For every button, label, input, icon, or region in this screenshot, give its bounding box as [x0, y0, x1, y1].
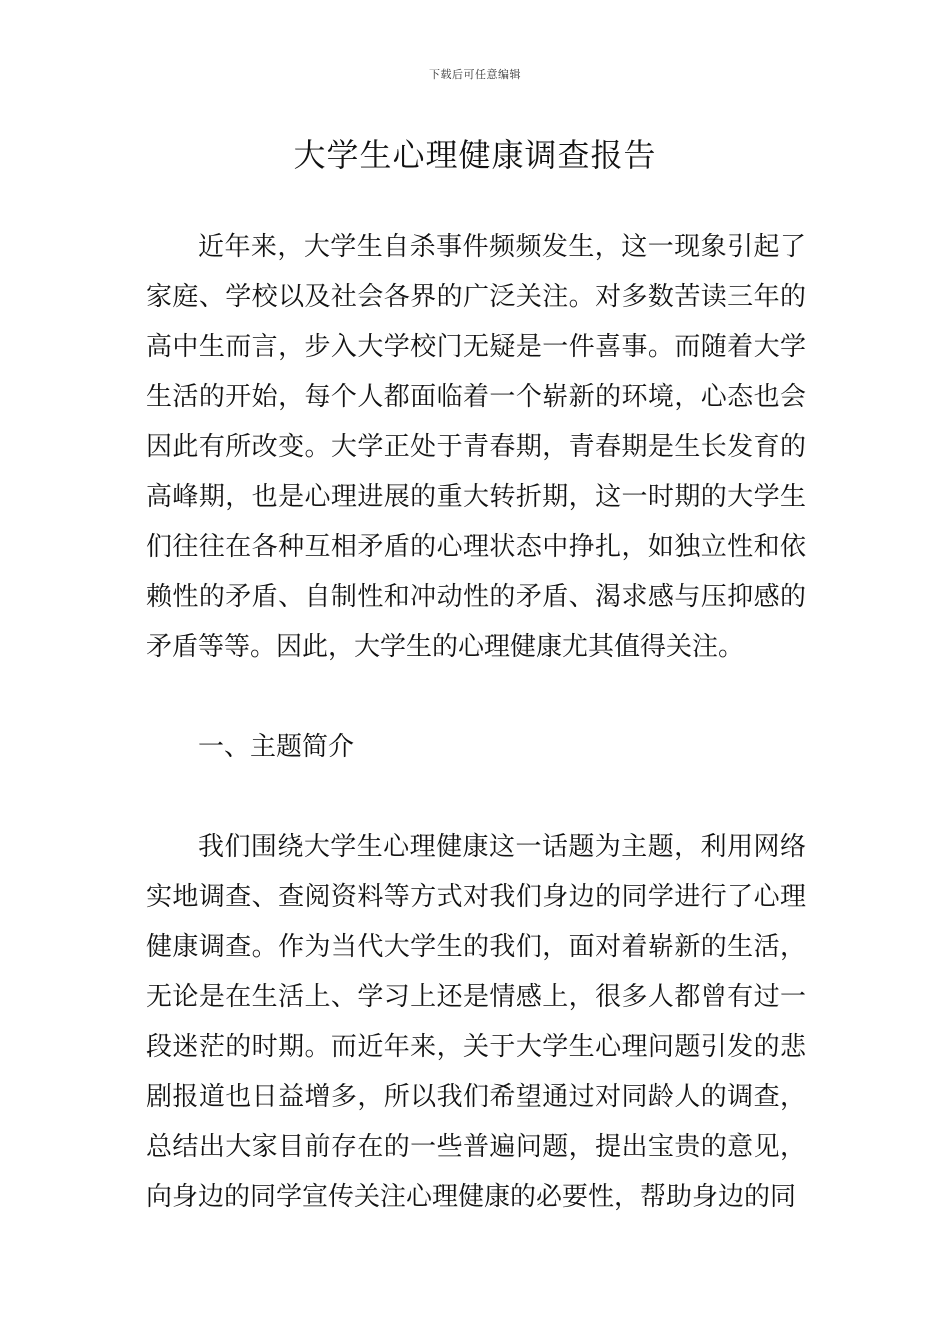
intro-paragraph: 近年来，大学生自杀事件频频发生，这一现象引起了家庭、学校以及社会各界的广泛关注。对多数苦读三年的高中生而言，步入大学校门无疑是一件喜事。而随着大学生活的开始，每个人都面临着一个崭新的环境，心态也会因此有所改变。大学正处于青春期，青春期是生长发育的高峰期，也是心理进展的重大转折期，这一时期的大学生们往往在各种互相矛盾的心理状态中挣扎，如独立性和依赖性的矛盾、自制性和冲动性的矛盾、渴求感与压抑感的矛盾等等。因此，大学生的心理健康尤其值得关注。 [146, 232, 806, 662]
section-paragraph: 我们围绕大学生心理健康这一话题为主题，利用网络实地调查、查阅资料等方式对我们身边的同学进行了心理健康调查。作为当代大学生的我们，面对着崭新的生活，无论是在生活上、学习上还是情感上，很多人都曾有过一段迷茫的时期。而近年来，关于大学生心理问题引发的悲剧报道也日益增多，所以我们希望通过对同龄人的调查，总结出大家目前存在的一些普遍问题，提出宝贵的意见，向身边的同学宣传关注心理健康的必要性，帮助身边的同 [146, 832, 806, 1212]
document-title: 大学生心理健康调查报告 [293, 136, 657, 174]
header-note: 下载后可任意编辑 [429, 68, 521, 81]
section-heading: 一、主题简介 [198, 732, 355, 762]
